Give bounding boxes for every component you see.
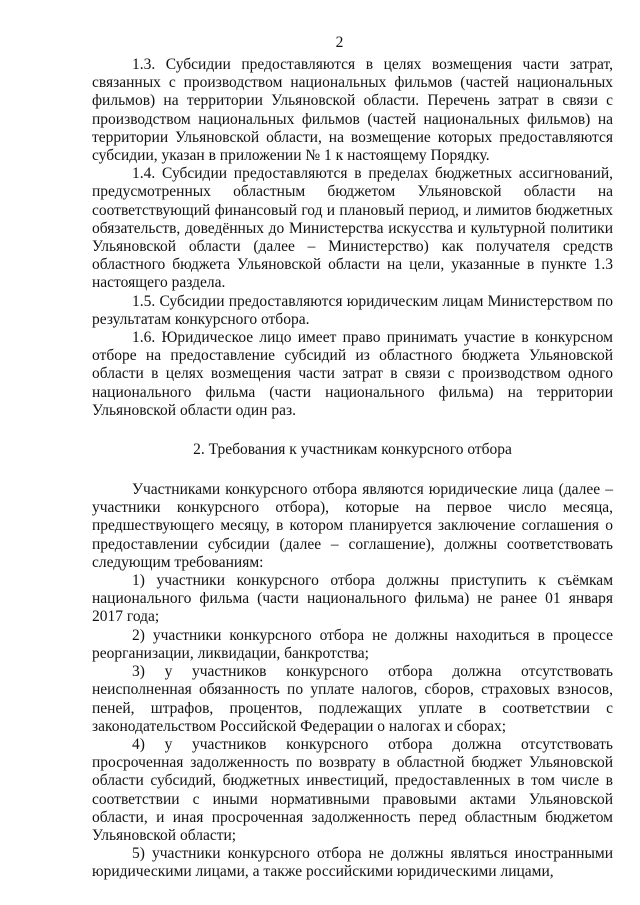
page-number: 2 xyxy=(335,34,344,51)
requirement-3: 3) у участников конкурсного отбора должна отсутствовать неисполненная обязанность по уплате налогов, сборов, страховых взносов, пеней, штрафов, процентов, подлежащих уплате в соответствии с законодательством Российской Федерации о налогах и сборах; xyxy=(92,663,613,735)
paragraph-1-6: 1.6. Юридическое лицо имеет право принимать участие в конкурсном отборе на предоставление субсидий из областного бюджета Ульяновской области в целях возмещения части затрат в связи с производством одного национального фильма (части национального фильма) на территории Ульяновской области один раз. xyxy=(92,329,613,419)
section-1-body xyxy=(92,56,613,420)
requirement-5: 5) участники конкурсного отбора не должны являться иностранными юридическими лицами, а также российскими юридическими лицами, xyxy=(92,845,613,881)
requirement-2: 2) участники конкурсного отбора не должны находиться в процессе реорганизации, ликвидации, банкротства; xyxy=(92,626,613,662)
paragraph-2-intro: Участниками конкурсного отбора являются юридические лица (далее – участники конкурсного отбора), которые на первое число месяца, предшествующего месяцу, в котором планируется заключение соглашения о предоставлении субсидии (далее – соглашение), должны соответствовать следующим требованиям: xyxy=(92,481,613,571)
paragraph-1-5: 1.5. Субсидии предоставляются юридическим лицам Министерством по результатам конкурсного отбора. xyxy=(92,292,613,328)
section-2-heading: 2. Требования к участникам конкурсного отбора xyxy=(193,441,512,459)
paragraph-1-4: 1.4. Субсидии предоставляются в пределах бюджетных ассигнований, предусмотренных областным бюджетом Ульяновской области на соответствующий финансовый год и плановый период, и лимитов бюджетных обязательств, доведённых до Министерства искусства и культурной политики Ульяновской области (далее – Министерство) как получателя средств областного бюджета Ульяновской области на цели, указанные в пункте 1.3 настоящего раздела. xyxy=(92,165,613,292)
requirement-1: 1) участники конкурсного отбора должны приступить к съёмкам национального фильма (части национального фильма) не ранее 01 января 2017 года; xyxy=(92,572,613,626)
paragraph-1-3: 1.3. Субсидии предоставляются в целях возмещения части затрат, связанных с производством национальных фильмов (частей национальных фильмов) на территории Ульяновской области. Перечень затрат в связи с производством национальных фильмов (частей национальных фильмов) на территории Ульяновской области, на возмещение которых предоставляются субсидии, указан в приложении № 1 к настоящему Порядку. xyxy=(92,56,613,165)
requirement-4: 4) у участников конкурсного отбора должна отсутствовать просроченная задолженность по возврату в областной бюджет Ульяновской области субсидий, бюджетных инвестиций, предоставленных в том числе в соответствии с иными нормативными правовыми актами Ульяновской области, и иная просроченная задолженность перед областным бюджетом Ульяновской области; xyxy=(92,735,613,844)
section-2-body xyxy=(92,481,613,881)
